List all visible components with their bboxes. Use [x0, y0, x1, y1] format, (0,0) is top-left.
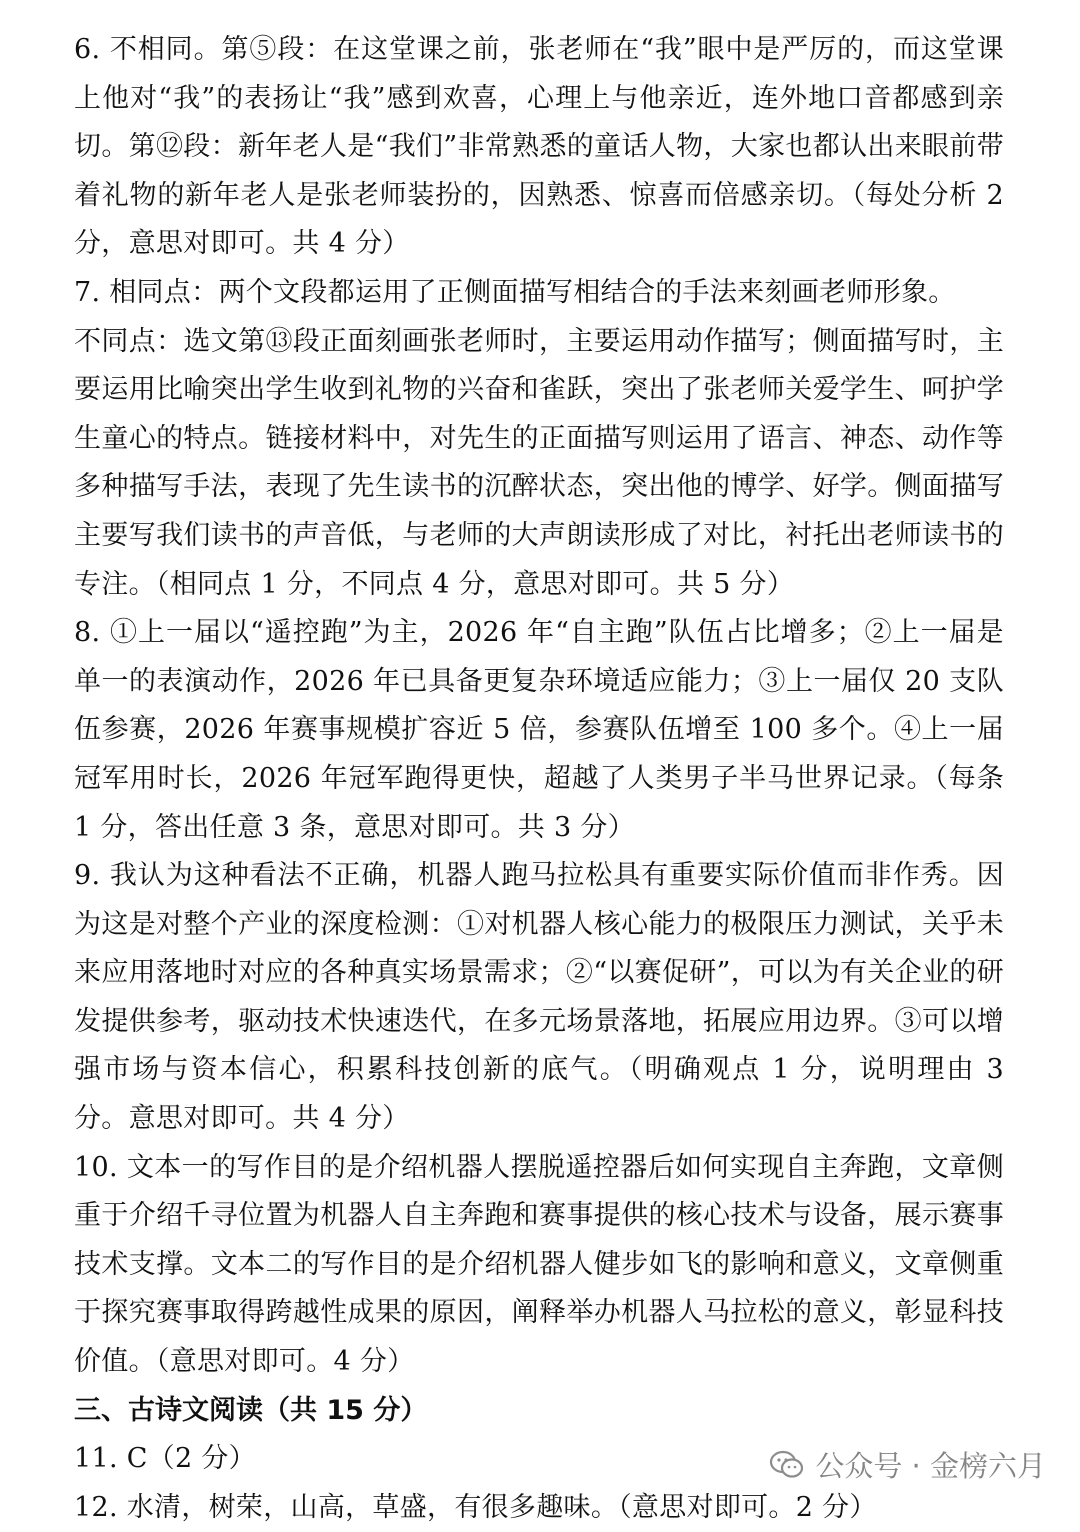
wechat-icon — [769, 1450, 805, 1480]
answer-12: 12. 水清，树荣，山高，草盛，有很多趣味。（意思对即可。2 分） — [74, 1491, 877, 1523]
watermark-text: 公众号 · 金榜六月 — [815, 1449, 1046, 1483]
answer-8: 8. ①上一届以“遥控跑”为主，2026 年“自主跑”队伍占比增多；②上一届是单一的表演动作，2026 年已具备更复杂环境适应能力；③上一届仅 20 支队伍参赛，2026 年赛事规模扩容近 5 倍，参赛队伍增至 100 多个。④上一届冠军用时长，2026 年冠军跑得更快，超越了人类男子半马世界记录。（每条 1 分，答出任意 3 条，意思对即可。共 3 分） — [74, 617, 1004, 843]
answer-7-similarity: 7. 相同点：两个文段都运用了正侧面描写相结合的手法来刻画老师形象。 — [74, 276, 956, 308]
section-heading: 三、古诗文阅读（共 15 分） — [74, 1394, 428, 1426]
answer-6: 6. 不相同。第⑤段：在这堂课之前，张老师在“我”眼中是严厉的，而这堂课上他对“我”的表扬让“我”感到欢喜，心理上与他亲近，连外地口音都感到亲切。第⑫段：新年老人是“我们”非常熟悉的童话人物，大家也都认出来眼前带着礼物的新年老人是张老师装扮的，因熟悉、惊喜而倍感亲切。（每处分析 2 分，意思对即可。共 4 分） — [74, 34, 1004, 260]
answer-9: 9. 我认为这种看法不正确，机器人跑马拉松具有重要实际价值而非作秀。因为这是对整个产业的深度检测：①对机器人核心能力的极限压力测试，关乎未来应用落地时对应的各种真实场景需求；②“以赛促研”，可以为有关企业的研发提供参考，驱动技术快速迭代，在多元场景落地，拓展应用边界。③可以增强市场与资本信心，积累科技创新的底气。（明确观点 1 分，说明理由 3 分。意思对即可。共 4 分） — [74, 860, 1004, 1135]
answer-document — [74, 26, 1004, 1532]
answer-7-difference: 不同点：选文第⑬段正面刻画张老师时，主要运用动作描写；侧面描写时，主要运用比喻突出学生收到礼物的兴奋和雀跃，突出了张老师关爱学生、呵护学生童心的特点。链接材料中，对先生的正面描写则运用了语言、神态、动作等多种描写手法，表现了先生读书的沉醉状态，突出他的博学、好学。侧面描写主要写我们读书的声音低，与老师的大声朗读形成了对比，衬托出老师读书的专注。（相同点 1 分，不同点 4 分，意思对即可。共 5 分） — [74, 325, 1004, 600]
watermark — [769, 1444, 1046, 1485]
answer-11: 11. C（2 分） — [74, 1443, 256, 1475]
answer-10: 10. 文本一的写作目的是介绍机器人摆脱遥控器后如何实现自主奔跑，文章侧重于介绍千寻位置为机器人自主奔跑和赛事提供的核心技术与设备，展示赛事技术支撑。文本二的写作目的是介绍机器人健步如飞的影响和意义，文章侧重于探究赛事取得跨越性成果的原因，阐释举办机器人马拉松的意义，彰显科技价值。（意思对即可。4 分） — [74, 1151, 1004, 1378]
